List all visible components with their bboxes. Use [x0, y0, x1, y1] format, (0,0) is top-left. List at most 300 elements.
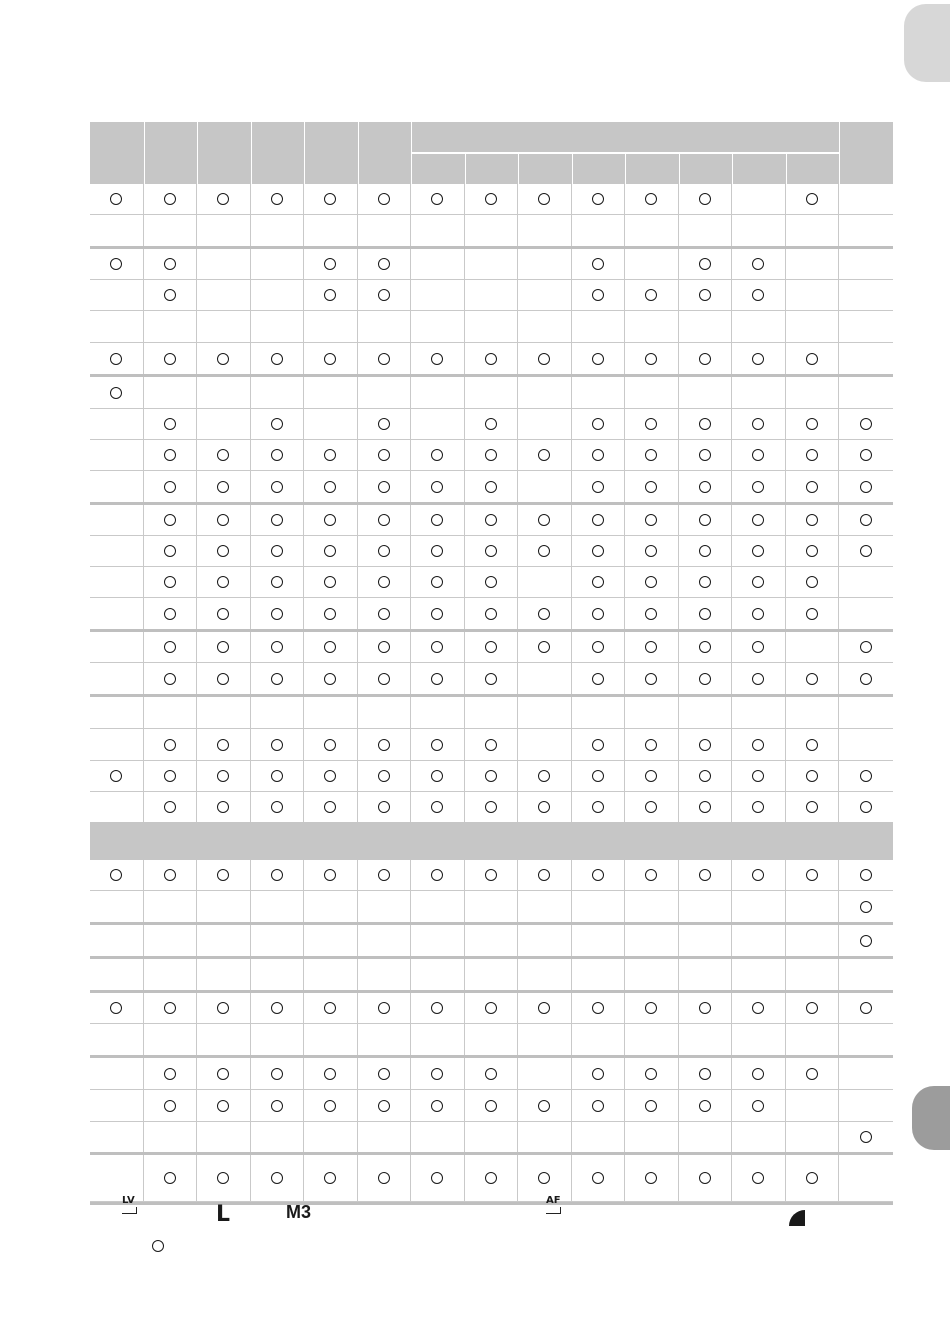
- table-1-cell: [90, 280, 144, 310]
- available-mark-icon: [431, 1068, 443, 1080]
- table-1-cell: [197, 792, 251, 822]
- available-mark-icon: [324, 739, 336, 751]
- available-mark-icon: [699, 801, 711, 813]
- available-mark-icon: [164, 193, 176, 205]
- table-1-cell: [572, 598, 626, 629]
- table-2-cell: [572, 891, 626, 922]
- table-1-cell: [90, 184, 144, 214]
- available-mark-icon: [271, 449, 283, 461]
- table-1-cell: [251, 697, 305, 728]
- table-1-cell: [144, 792, 198, 822]
- table-1-cell: [251, 215, 305, 246]
- table-2-cell: [786, 925, 840, 956]
- m3-size-icon: M3: [286, 1202, 312, 1222]
- table-1-cell: [732, 761, 786, 791]
- table-1-cell: [625, 215, 679, 246]
- table-2-cell: [572, 925, 626, 956]
- available-mark-icon: [538, 1100, 550, 1112]
- table-2-cell: [144, 959, 198, 990]
- table-1-cell: [679, 280, 733, 310]
- table-1-cell: [518, 567, 572, 597]
- table-2-cell: [518, 891, 572, 922]
- available-mark-icon: [217, 770, 229, 782]
- table-1-cell: [358, 632, 412, 662]
- table-2-cell: [572, 1090, 626, 1121]
- available-mark-icon: [592, 514, 604, 526]
- available-mark-icon: [538, 801, 550, 813]
- table-1-cell: [625, 311, 679, 342]
- table-1-cell: [411, 697, 465, 728]
- table-1-cell: [251, 471, 305, 502]
- table-1-cell: [732, 632, 786, 662]
- table-1-cell: [411, 536, 465, 566]
- table-2-cell: [358, 891, 412, 922]
- table-2-cell: [786, 993, 840, 1023]
- table-2-cell: [358, 959, 412, 990]
- available-mark-icon: [645, 1172, 657, 1184]
- table-1-cell: [839, 567, 893, 597]
- available-mark-icon: [806, 449, 818, 461]
- available-mark-icon: [752, 514, 764, 526]
- available-mark-icon: [217, 514, 229, 526]
- table-2-cell: [839, 1058, 893, 1089]
- table-1-cell: [786, 311, 840, 342]
- available-mark-icon: [752, 353, 764, 365]
- table-2-cell: [518, 1090, 572, 1121]
- table-1-row: [90, 536, 893, 567]
- available-mark-icon: [164, 641, 176, 653]
- available-mark-icon: [806, 481, 818, 493]
- available-mark-icon: [431, 449, 443, 461]
- table-1-cell: [839, 729, 893, 760]
- available-mark-icon: [699, 576, 711, 588]
- chapter-tab-marker: [912, 1086, 950, 1150]
- table-2-cell: [251, 1090, 305, 1121]
- table-1-cell: [251, 792, 305, 822]
- table-1-cell: [197, 184, 251, 214]
- available-mark-icon: [378, 1100, 390, 1112]
- available-mark-icon: [806, 739, 818, 751]
- available-mark-icon: [592, 1100, 604, 1112]
- table-2-cell: [839, 1122, 893, 1152]
- table-1-cell: [304, 440, 358, 470]
- table-1-cell: [197, 280, 251, 310]
- table-2-cell: [411, 959, 465, 990]
- table-2-cell: [197, 1024, 251, 1055]
- available-mark-icon: [538, 869, 550, 881]
- available-mark-icon: [645, 641, 657, 653]
- available-mark-icon: [271, 1172, 283, 1184]
- available-mark-icon: [645, 770, 657, 782]
- available-mark-icon: [699, 673, 711, 685]
- table-2-cell: [251, 860, 305, 890]
- table-1-cell: [304, 471, 358, 502]
- available-mark-icon: [699, 545, 711, 557]
- table-2-cell: [465, 1024, 519, 1055]
- table-2-cell: [572, 1024, 626, 1055]
- table-2-cell: [465, 959, 519, 990]
- table-1-row: [90, 663, 893, 697]
- header-subcolumn-divider: [679, 154, 680, 184]
- available-mark-icon: [806, 1068, 818, 1080]
- available-mark-icon: [699, 1068, 711, 1080]
- available-mark-icon: [324, 193, 336, 205]
- table-2-header: [90, 822, 893, 860]
- table-1-row: [90, 505, 893, 536]
- table-1-cell: [90, 567, 144, 597]
- table-1-cell: [465, 249, 519, 279]
- available-mark-icon: [378, 514, 390, 526]
- table-1-cell: [358, 440, 412, 470]
- available-mark-icon: [378, 193, 390, 205]
- table-1-cell: [304, 697, 358, 728]
- table-1-cell: [679, 184, 733, 214]
- available-mark-icon: [271, 1100, 283, 1112]
- table-1-cell: [358, 697, 412, 728]
- available-mark-icon: [860, 514, 872, 526]
- table-1-cell: [465, 632, 519, 662]
- available-mark-icon: [271, 608, 283, 620]
- available-mark-icon: [538, 641, 550, 653]
- table-2-cell: [197, 1122, 251, 1152]
- available-mark-icon: [538, 608, 550, 620]
- available-mark-icon: [645, 1068, 657, 1080]
- table-1-cell: [465, 697, 519, 728]
- table-2-cell: [732, 959, 786, 990]
- available-mark-icon: [860, 545, 872, 557]
- table-1-cell: [465, 598, 519, 629]
- available-mark-icon: [806, 608, 818, 620]
- table-1-cell: [625, 729, 679, 760]
- table-1-cell: [304, 343, 358, 374]
- available-mark-icon: [592, 481, 604, 493]
- table-1-cell: [679, 215, 733, 246]
- available-mark-icon: [752, 418, 764, 430]
- available-mark-icon: [431, 545, 443, 557]
- table-1-cell: [839, 792, 893, 822]
- available-mark-icon: [592, 1002, 604, 1014]
- table-1-cell: [572, 409, 626, 439]
- available-mark-icon: [592, 739, 604, 751]
- table-2-cell: [518, 959, 572, 990]
- available-mark-icon: [645, 869, 657, 881]
- table-1-cell: [251, 729, 305, 760]
- available-mark-icon: [485, 869, 497, 881]
- table-2-cell: [304, 925, 358, 956]
- table-1-cell: [251, 567, 305, 597]
- available-mark-icon: [699, 449, 711, 461]
- table-1-cell: [839, 598, 893, 629]
- table-1-cell: [90, 792, 144, 822]
- table-1-cell: [358, 598, 412, 629]
- table-1-cell: [839, 377, 893, 408]
- table-1-row: [90, 215, 893, 249]
- table-1-cell: [839, 471, 893, 502]
- table-1-cell: [358, 215, 412, 246]
- available-mark-icon: [752, 801, 764, 813]
- table-1-cell: [465, 505, 519, 535]
- table-1-cell: [144, 215, 198, 246]
- table-1-cell: [411, 505, 465, 535]
- table-1-cell: [625, 632, 679, 662]
- table-1-cell: [572, 792, 626, 822]
- table-2-cell: [786, 959, 840, 990]
- available-mark-icon: [592, 193, 604, 205]
- available-mark-icon: [324, 801, 336, 813]
- table-2-cell: [625, 1024, 679, 1055]
- table-1-cell: [197, 505, 251, 535]
- available-mark-icon: [645, 673, 657, 685]
- table-1-cell: [144, 536, 198, 566]
- available-mark-icon: [645, 801, 657, 813]
- continuous-lv-icon: LV: [122, 1196, 137, 1214]
- table-1-cell: [358, 343, 412, 374]
- table-1-cell: [625, 249, 679, 279]
- table-1-cell: [411, 249, 465, 279]
- table-2-cell: [625, 1058, 679, 1089]
- table-1-cell: [679, 343, 733, 374]
- table-1-cell: [839, 215, 893, 246]
- table-1-cell: [411, 215, 465, 246]
- table-2-cell: [90, 891, 144, 922]
- table-2-row: [90, 993, 893, 1024]
- available-mark-icon: [699, 353, 711, 365]
- header-column-divider: [197, 122, 198, 184]
- table-2-cell: [732, 1090, 786, 1121]
- table-1-cell: [786, 567, 840, 597]
- table-1-cell: [518, 536, 572, 566]
- available-mark-icon: [324, 869, 336, 881]
- available-mark-icon: [271, 514, 283, 526]
- table-1-cell: [732, 377, 786, 408]
- table-1-cell: [197, 215, 251, 246]
- available-mark-icon: [592, 576, 604, 588]
- table-1-cell: [465, 792, 519, 822]
- table-2-cell: [518, 925, 572, 956]
- available-mark-icon: [164, 739, 176, 751]
- available-mark-icon: [806, 545, 818, 557]
- table-1-cell: [411, 471, 465, 502]
- table-2-cell: [411, 1058, 465, 1089]
- table-2-cell: [411, 1090, 465, 1121]
- table-1-cell: [679, 697, 733, 728]
- available-mark-icon: [164, 353, 176, 365]
- table-1-cell: [679, 567, 733, 597]
- table-1-cell: [144, 663, 198, 694]
- table-2-row: [90, 1024, 893, 1058]
- table-1-cell: [786, 632, 840, 662]
- table-1-cell: [518, 440, 572, 470]
- table-1-cell: [732, 663, 786, 694]
- table-1-cell: [197, 761, 251, 791]
- table-1-cell: [358, 536, 412, 566]
- table-2-cell: [304, 1122, 358, 1152]
- available-mark-icon: [164, 1002, 176, 1014]
- table-1-cell: [304, 280, 358, 310]
- available-mark-icon: [538, 353, 550, 365]
- table-1-cell: [304, 377, 358, 408]
- table-1-cell: [144, 567, 198, 597]
- table-1-cell: [732, 567, 786, 597]
- table-2-cell: [358, 925, 412, 956]
- available-mark-icon: [217, 449, 229, 461]
- available-mark-icon: [164, 1100, 176, 1112]
- table-1-cell: [518, 311, 572, 342]
- table-1-cell: [786, 249, 840, 279]
- table-1-cell: [358, 505, 412, 535]
- available-mark-icon: [592, 545, 604, 557]
- table-1-cell: [732, 215, 786, 246]
- table-1-cell: [197, 697, 251, 728]
- table-1-cell: [251, 280, 305, 310]
- available-mark-icon: [271, 481, 283, 493]
- available-mark-icon: [485, 481, 497, 493]
- available-mark-icon: [271, 641, 283, 653]
- table-2-cell: [839, 925, 893, 956]
- table-1-row: [90, 697, 893, 729]
- table-1-cell: [572, 249, 626, 279]
- table-1-cell: [304, 409, 358, 439]
- available-mark-icon: [324, 481, 336, 493]
- table-1-cell: [358, 311, 412, 342]
- table-2-cell: [251, 959, 305, 990]
- table-1-cell: [465, 409, 519, 439]
- table-1-cell: [786, 761, 840, 791]
- available-mark-icon: [164, 673, 176, 685]
- table-2-row: [90, 1058, 893, 1090]
- available-mark-icon: [645, 193, 657, 205]
- table-1-cell: [732, 471, 786, 502]
- table-1-cell: [411, 598, 465, 629]
- table-1-cell: [679, 471, 733, 502]
- available-mark-icon: [110, 869, 122, 881]
- table-2-cell: [411, 993, 465, 1023]
- table-2-cell: [518, 1024, 572, 1055]
- available-mark-icon: [431, 608, 443, 620]
- table-2-cell: [679, 925, 733, 956]
- available-mark-icon: [324, 770, 336, 782]
- available-mark-icon: [699, 641, 711, 653]
- available-mark-icon: [217, 1100, 229, 1112]
- available-mark-icon: [752, 608, 764, 620]
- available-mark-icon: [860, 1002, 872, 1014]
- header-subcolumn-divider: [786, 154, 787, 184]
- table-2-cell: [251, 993, 305, 1023]
- table-1-cell: [465, 663, 519, 694]
- header-column-divider: [251, 122, 252, 184]
- table-1-cell: [679, 311, 733, 342]
- table-1-cell: [304, 761, 358, 791]
- table-1-cell: [251, 249, 305, 279]
- available-mark-icon: [485, 739, 497, 751]
- table-1-cell: [786, 377, 840, 408]
- available-mark-icon: [645, 353, 657, 365]
- available-mark-icon: [217, 545, 229, 557]
- table-1-cell: [786, 440, 840, 470]
- available-mark-icon: [217, 641, 229, 653]
- available-mark-icon: [699, 418, 711, 430]
- available-mark-icon: [592, 1172, 604, 1184]
- available-mark-icon: [592, 801, 604, 813]
- available-mark-icon: [592, 608, 604, 620]
- table-1-cell: [839, 249, 893, 279]
- table-2-cell: [251, 891, 305, 922]
- table-1-cell: [518, 343, 572, 374]
- available-mark-icon: [592, 289, 604, 301]
- table-2-cell: [90, 1122, 144, 1152]
- available-mark-icon: [271, 418, 283, 430]
- available-mark-icon: [324, 1100, 336, 1112]
- available-mark-icon: [164, 576, 176, 588]
- table-1-cell: [358, 792, 412, 822]
- available-mark-icon: [538, 449, 550, 461]
- table-1-cell: [90, 536, 144, 566]
- table-1-cell: [518, 215, 572, 246]
- table-1-cell: [839, 632, 893, 662]
- table-2-cell: [786, 891, 840, 922]
- table-2-cell: [90, 925, 144, 956]
- table-1-cell: [572, 280, 626, 310]
- available-mark-icon: [164, 869, 176, 881]
- available-mark-icon: [431, 193, 443, 205]
- available-mark-icon: [699, 514, 711, 526]
- table-1-cell: [518, 729, 572, 760]
- table-1-cell: [518, 409, 572, 439]
- table-2-cell: [625, 860, 679, 890]
- table-1-cell: [90, 440, 144, 470]
- table-2-cell: [90, 959, 144, 990]
- available-mark-icon: [164, 545, 176, 557]
- available-mark-icon: [217, 739, 229, 751]
- table-1-cell: [679, 505, 733, 535]
- table-1-cell: [144, 598, 198, 629]
- table-1-cell: [90, 729, 144, 760]
- available-mark-icon: [164, 1068, 176, 1080]
- table-1-cell: [197, 729, 251, 760]
- table-1-cell: [358, 471, 412, 502]
- available-mark-icon: [806, 576, 818, 588]
- available-mark-icon: [699, 739, 711, 751]
- table-1-row: [90, 598, 893, 632]
- table-1-cell: [786, 215, 840, 246]
- table-2-cell: [679, 1090, 733, 1121]
- available-mark-icon: [324, 545, 336, 557]
- header-column-divider: [304, 122, 305, 184]
- available-mark-icon: [271, 739, 283, 751]
- available-mark-icon: [110, 258, 122, 270]
- available-mark-icon: [806, 1002, 818, 1014]
- table-1-row: [90, 761, 893, 792]
- table-1-cell: [197, 249, 251, 279]
- table-2-cell: [786, 860, 840, 890]
- available-mark-icon: [164, 289, 176, 301]
- table-1-cell: [679, 249, 733, 279]
- table-1-cell: [197, 567, 251, 597]
- table-2-cell: [625, 993, 679, 1023]
- table-1-cell: [251, 409, 305, 439]
- table-1-cell: [144, 729, 198, 760]
- available-mark-icon: [860, 1131, 872, 1143]
- table-1-cell: [679, 761, 733, 791]
- table-1-cell: [90, 505, 144, 535]
- table-1-cell: [786, 280, 840, 310]
- table-1-cell: [304, 249, 358, 279]
- table-2-cell: [518, 1122, 572, 1152]
- available-mark-icon: [592, 258, 604, 270]
- table-2-cell: [90, 1058, 144, 1089]
- table-1-cell: [786, 343, 840, 374]
- table-2-cell: [679, 1024, 733, 1055]
